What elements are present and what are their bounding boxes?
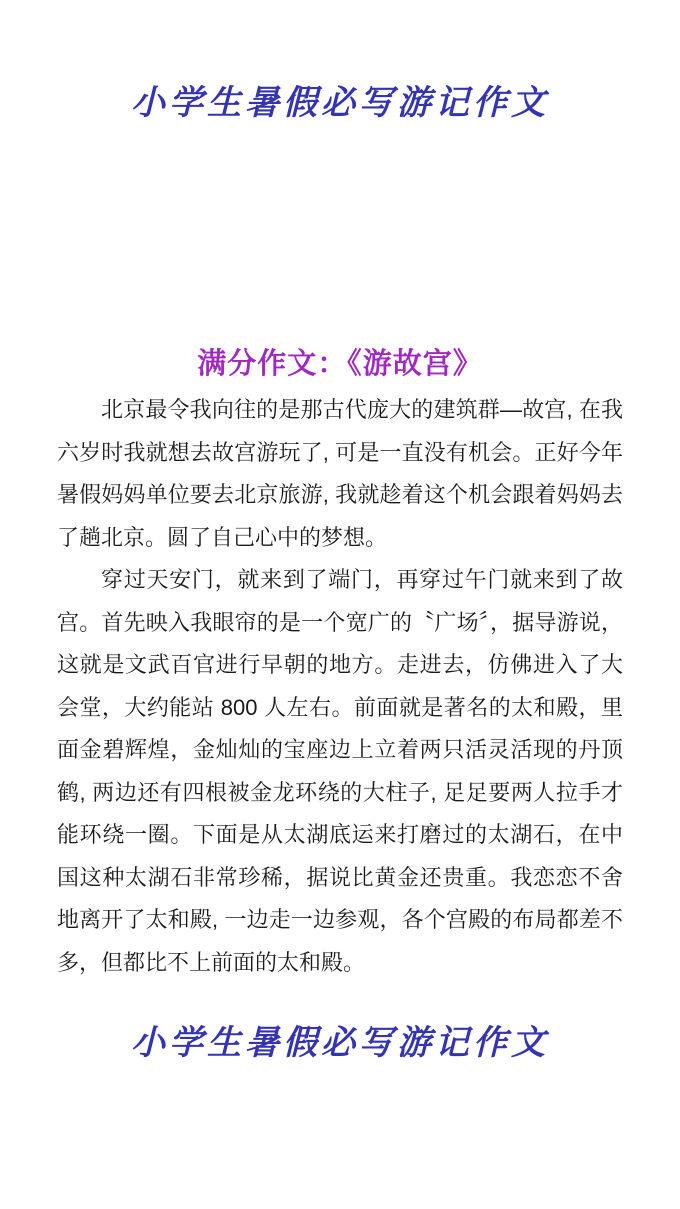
essay-body (57, 389, 623, 984)
essay-paragraph-1: 北京最令我向往的是那古代庞大的建筑群—故宫, 在我六岁时我就想去故宫游玩了, 可是一直没有机会。正好今年暑假妈妈单位要去北京旅游, 我就趁着这个机会跟着妈妈去了趟北京。圆了自己心中的梦想。 (57, 397, 623, 550)
essay-paragraph-2: 穿过天安门，就来到了端门，再穿过午门就来到了故宫。首先映入我眼帘的是一个宽广的〝广场〞，据导游说，这就是文武百官进行早朝的地方。走进去，仿佛进入了大会堂，大约能站 800 人左右。前面就是著名的太和殿，里面金碧辉煌，金灿灿的宝座边上立着两只活灵活现的丹顶鹤, 两边还有四根被金龙环绕的大柱子, 足足要两人拉手才能环绕一圈。下面是从太湖底运来打磨过的太湖石，在中国这种太湖石非常珍稀，据说比黄金还贵重。我恋恋不舍地离开了太和殿, 一边走一边参观，各个宫殿的布局都差不多，但都比不上前面的太和殿。 (57, 567, 623, 975)
footer-title: 小学生暑假必写游记作文 (131, 1023, 549, 1063)
header-title: 小学生暑假必写游记作文 (131, 83, 549, 123)
essay-heading: 满分作文：《游故宫》 (197, 348, 483, 380)
